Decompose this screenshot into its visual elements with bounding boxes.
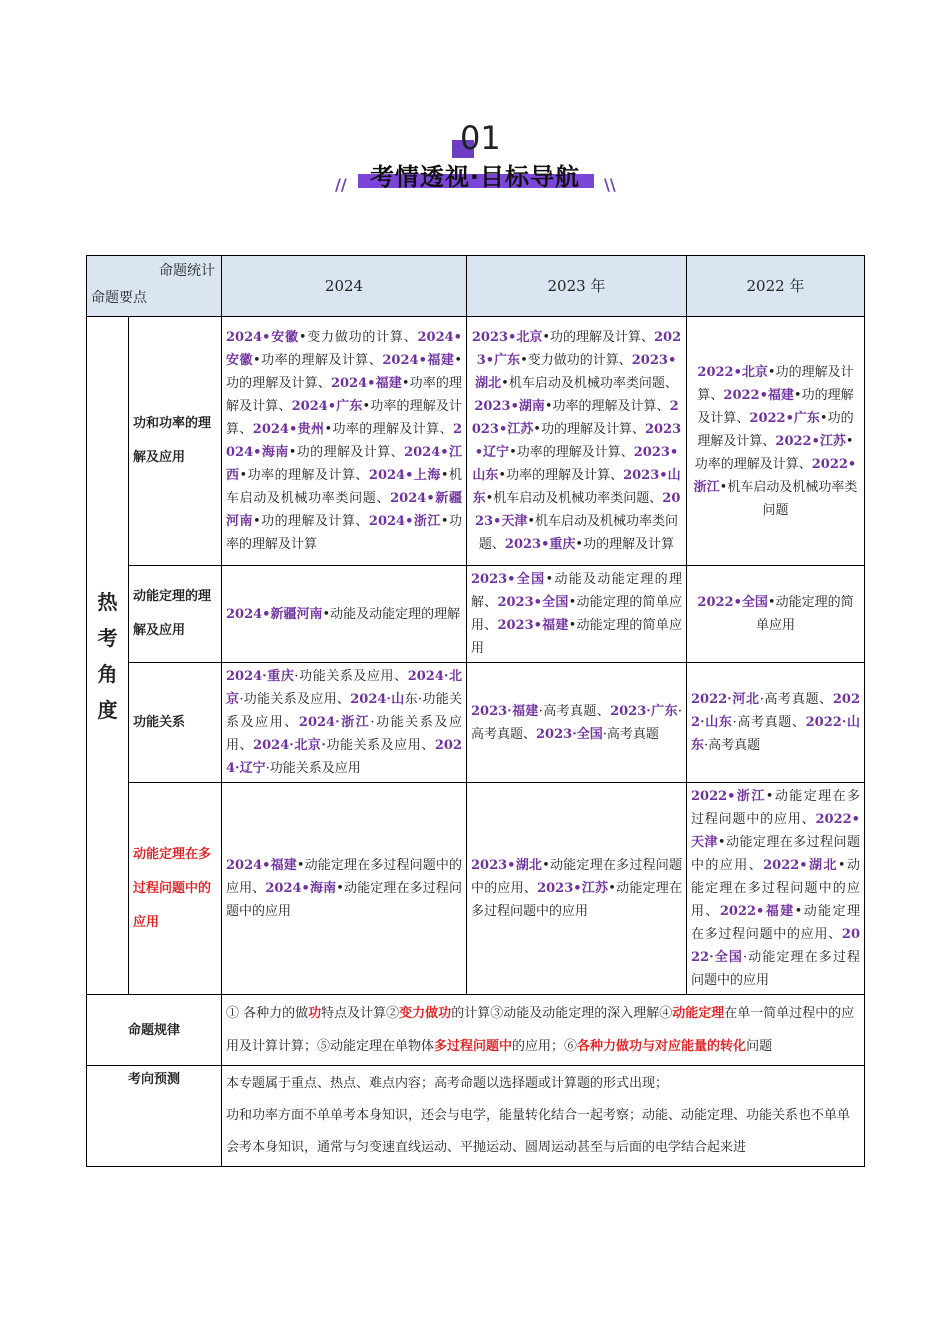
source-keyword: 2024•贵州 xyxy=(252,422,325,437)
source-keyword: 2024·浙江 xyxy=(298,715,371,730)
rule-label: 命题规律 xyxy=(87,995,222,1066)
source-keyword: 2023·福建 xyxy=(471,703,539,719)
year-header-2023: 2023 年 xyxy=(467,256,687,317)
topic-cell: 动能定理在多过程问题中的应用 xyxy=(129,783,222,995)
source-keyword: 2023•辽宁 xyxy=(474,422,682,460)
source-keyword: 2022•福建 xyxy=(719,904,795,919)
body-text: •动能定理在多过程问题中的应用、 xyxy=(691,858,860,919)
body-text: •机车启动及机械功率类问题、 xyxy=(226,468,462,506)
hot-label-char: 度 xyxy=(97,697,118,722)
body-text: ·高考真题、 xyxy=(759,692,833,707)
cell-2024 xyxy=(222,566,467,663)
body-text: •动能定理在多过程问题中的应用、 xyxy=(691,904,860,942)
body-text: •功的理解及计算、 xyxy=(533,422,645,437)
body-text: ·功能关系及应用、 xyxy=(294,669,408,684)
highlight-text: 多过程问题中 xyxy=(434,1039,513,1054)
body-text: 问题 xyxy=(746,1039,773,1054)
topic-cell: 功能关系 xyxy=(129,663,222,783)
body-text: ·高考真题、 xyxy=(538,703,611,719)
body-text: ① 各种力的做 xyxy=(226,1006,309,1021)
source-keyword: 2024·北京· xyxy=(253,738,326,753)
body-text: •功的理解及计算、 xyxy=(697,410,854,449)
source-keyword: 2022•北京 xyxy=(697,364,768,380)
body-text: •变力做功的计算、 xyxy=(520,353,632,368)
source-keyword: 2024•福建 xyxy=(330,376,402,391)
cell-2024 xyxy=(222,317,467,566)
source-keyword: 2024•安徽 xyxy=(226,330,299,345)
source-keyword: 2024·重庆 xyxy=(226,669,295,684)
body-text: ·高考真题、 xyxy=(732,715,806,730)
source-keyword: 2023•北京 xyxy=(471,330,543,345)
table-row xyxy=(87,783,865,995)
body-text: ·高考真题、 xyxy=(471,703,682,742)
section-number-text: 01 xyxy=(460,119,501,157)
body-text: 的应用；⑥ xyxy=(512,1039,578,1054)
body-text: •机车启动及机械功率类问题、 xyxy=(501,376,678,391)
source-keyword: 2023•全国 xyxy=(497,595,569,610)
body-text: •动能定理在多过程问题中的应用 xyxy=(226,881,462,919)
body-text: •动能定理的简单应用 xyxy=(755,595,854,633)
body-text: •机车启动及机械功率类问题 xyxy=(719,479,858,518)
section-header xyxy=(0,118,950,198)
body-text: 功能关系及应用、 xyxy=(325,738,435,753)
section-title: 考情透视·目标导航 xyxy=(369,163,581,191)
source-keyword: 2024·山 xyxy=(350,692,405,707)
predict-line: 功和功率方面不单单考本身知识，还会与电学，能量转化结合一起考察；动能、动能定理、功能关系也不单单会考本身知识，通常与匀变速直线运动、平抛运动、圆周运动甚至与后面的电学结合起来进 xyxy=(226,1108,851,1155)
highlight-text: 变力做功 xyxy=(399,1006,452,1021)
body-text: 在单一简单过程中的应用及计算计算；⑤动能定理在单物体 xyxy=(226,1006,855,1054)
predict-row xyxy=(87,1066,865,1167)
cell-2023 xyxy=(467,317,687,566)
source-keyword: 2022•浙江 xyxy=(691,789,766,804)
hot-angle-label xyxy=(87,317,129,995)
exam-analysis-table xyxy=(86,255,865,1167)
body-text: •功的理解及计算、 xyxy=(252,514,369,529)
body-text: •功的理解及计算、 xyxy=(697,387,854,426)
hot-label-char: 考 xyxy=(97,625,118,650)
body-text: 东·功能关系及应用、 xyxy=(226,692,462,730)
source-keyword: 2023•全国 xyxy=(471,572,546,587)
source-keyword: 2023•重庆 xyxy=(504,537,576,552)
source-keyword: 2022•全国 xyxy=(697,595,768,610)
body-text: 的计算③动能及动能定理的深入理解④ xyxy=(451,1006,673,1021)
source-keyword: 2024•新疆河南 xyxy=(226,491,462,529)
hot-label-char: 角 xyxy=(97,661,118,686)
source-keyword: 2023•湖南 xyxy=(474,399,545,414)
highlight-text: 功 xyxy=(308,1006,322,1021)
cell-2024 xyxy=(222,783,467,995)
source-keyword: 2024•新疆河南 xyxy=(226,606,323,622)
source-keyword: 2022•江苏 xyxy=(775,433,846,449)
section-number xyxy=(452,118,512,160)
cell-2022 xyxy=(687,317,865,566)
source-keyword: 2022•福建 xyxy=(723,387,794,403)
source-keyword: 2024•安徽 xyxy=(226,330,462,368)
body-text: ·高考真题 xyxy=(704,738,761,753)
source-keyword: 2023•江苏 xyxy=(537,881,609,896)
body-text: •功的理解及计算 xyxy=(575,537,675,552)
body-text: •动能及动能定理的理解、 xyxy=(471,572,682,610)
source-keyword: 2022·山东 xyxy=(691,715,860,753)
body-text: •功率的理解及计算、 xyxy=(239,468,369,483)
source-keyword: 2022•浙江 xyxy=(693,456,857,495)
rule-content xyxy=(222,995,865,1066)
highlight-text: 动能定理 xyxy=(672,1006,725,1021)
body-text: •功率的理解及计算 xyxy=(226,514,462,552)
body-text: •动能定理的简单应用、 xyxy=(471,595,682,633)
rule-row xyxy=(87,995,865,1066)
slash-right-decoration: \\ xyxy=(604,175,616,194)
cell-2022 xyxy=(687,566,865,663)
source-keyword: 2022•天津 xyxy=(691,812,860,850)
source-keyword: 2023•福建 xyxy=(497,618,569,633)
corner-top-label: 命题统计 xyxy=(159,263,215,279)
source-keyword: 2023•湖北 xyxy=(475,353,677,391)
source-keyword: 2024•浙江 xyxy=(368,514,441,529)
source-keyword: 2024•江西 xyxy=(226,445,462,483)
body-text: •动能及动能定理的理解 xyxy=(322,606,461,622)
body-text: •动能定理的简单应用 xyxy=(471,618,682,656)
source-keyword: 2022•湖北 xyxy=(763,858,838,873)
cell-2022 xyxy=(687,663,865,783)
topic-cell: 功和功率的理解及应用 xyxy=(129,317,222,566)
source-keyword: 2023•山东 xyxy=(472,468,681,506)
table-row xyxy=(87,663,865,783)
body-text: ·动能定理在多过程问题中的应用 xyxy=(691,950,860,988)
predict-line: 本专题属于重点、热点、难点内容；高考命题以选择题或计算题的形式出现； xyxy=(226,1076,669,1091)
body-text: •机车启动及机械功率类问题、 xyxy=(485,491,663,506)
body-text: ·高考真题 xyxy=(602,726,659,742)
source-keyword: 2024•福建 xyxy=(382,353,455,368)
cell-2024 xyxy=(222,663,467,783)
body-text: •功率的理解及计算、 xyxy=(252,353,383,368)
body-text: ·功能关系及应用、 xyxy=(226,715,462,753)
source-keyword: 2023•江苏 xyxy=(471,399,679,437)
source-keyword: 2023•湖北 xyxy=(471,858,543,873)
source-keyword: 2024•广东 xyxy=(291,399,363,414)
cell-2022 xyxy=(687,783,865,995)
body-text: •机车启动及机械功率类问题、 xyxy=(478,514,679,552)
body-text: •功的理解及计算、 xyxy=(226,353,462,391)
source-keyword: 2022·河北 xyxy=(691,692,760,707)
body-text: •功率的理解及计算、 xyxy=(694,433,854,472)
cell-2023 xyxy=(467,566,687,663)
source-keyword: 2024•海南 xyxy=(265,881,337,896)
body-text: 特点及计算② xyxy=(321,1006,400,1021)
cell-2023 xyxy=(467,663,687,783)
predict-label: 考向预测 xyxy=(87,1066,222,1167)
source-keyword: 2022·全国 xyxy=(691,927,860,965)
source-keyword: 2024•福建 xyxy=(226,858,297,873)
table-header-row xyxy=(87,256,865,317)
body-text: •功率的理解及计算、 xyxy=(544,399,670,414)
source-keyword: 2022•广东 xyxy=(749,410,820,426)
body-text: ·功能关系及应用 xyxy=(265,761,361,776)
table-row xyxy=(87,566,865,663)
year-header-2024: 2024 xyxy=(222,256,467,317)
cell-2023 xyxy=(467,783,687,995)
source-keyword: 2024•海南 xyxy=(226,422,462,460)
body-text: •动能定理在多过程问题中的应用 xyxy=(471,881,682,919)
source-keyword: 2024·北京 xyxy=(226,669,462,707)
source-keyword: 2024·辽宁 xyxy=(226,738,462,776)
body-text: •功率的理解及计算、 xyxy=(324,422,453,437)
source-keyword: 2023•广东 xyxy=(476,330,682,368)
body-text: •功的理解及计算、 xyxy=(697,364,854,403)
body-text: •动能定理在多过程问题中的应用、 xyxy=(691,835,860,873)
topic-cell: 动能定理的理解及应用 xyxy=(129,566,222,663)
predict-content xyxy=(222,1066,865,1167)
body-text: •动能定理在多过程问题中的应用、 xyxy=(471,858,682,896)
body-text: •功率的理解及计算、 xyxy=(226,376,462,414)
slash-left-decoration: // xyxy=(335,175,347,194)
body-text: •功率的理解及计算、 xyxy=(509,445,634,460)
hot-label-char: 热 xyxy=(97,589,118,614)
table-row xyxy=(87,317,865,566)
body-text: ·功能关系及应用、 xyxy=(239,692,351,707)
corner-bottom-label: 命题要点 xyxy=(91,290,147,306)
body-text: •动能定理在多过程问题中的应用、 xyxy=(226,858,462,896)
source-keyword: 2023·全国 xyxy=(536,726,603,742)
header-corner-cell xyxy=(87,256,222,317)
body-text: •功的理解及计算、 xyxy=(288,445,405,460)
body-text: •动能定理在多过程问题中的应用、 xyxy=(691,789,861,827)
body-text: •功率的理解及计算、 xyxy=(226,399,462,437)
body-text: •变力做功的计算、 xyxy=(298,330,418,345)
body-text: •功的理解及计算、 xyxy=(542,330,655,345)
body-text: •功率的理解及计算、 xyxy=(498,468,624,483)
year-header-2022: 2022 年 xyxy=(687,256,865,317)
source-keyword: 2022·山东 xyxy=(691,692,860,730)
highlight-text: 各种力做功与对应能量的转化 xyxy=(577,1039,747,1054)
source-keyword: 2023•天津 xyxy=(474,491,681,529)
source-keyword: 2023•山东 xyxy=(472,445,679,483)
source-keyword: 2024•上海 xyxy=(368,468,441,483)
source-keyword: 2023·广东 xyxy=(610,703,678,719)
